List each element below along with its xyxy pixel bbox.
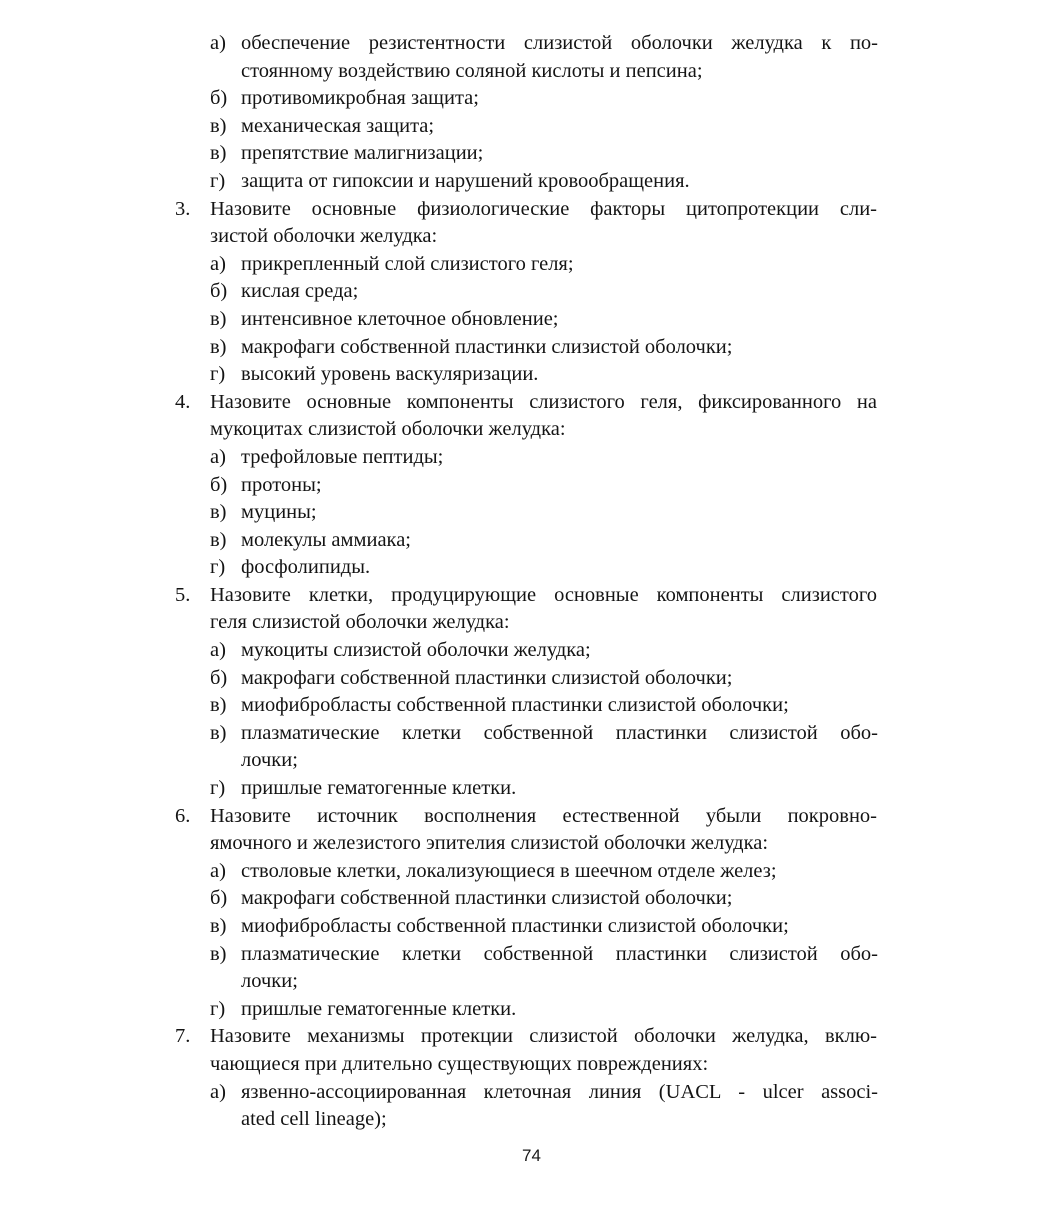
question-text: Назовите основные компоненты слизистого геля, фиксированного на xyxy=(210,390,877,413)
option-item xyxy=(0,527,1053,555)
question-text-continued: зистой оболочки желудка: xyxy=(210,225,438,248)
option-text: макрофаги собственной пластинки слизистой оболочки; xyxy=(241,887,733,910)
option-marker: в) xyxy=(210,694,227,717)
question-number: 3. xyxy=(175,197,191,220)
option-marker: а) xyxy=(210,252,226,275)
option-item xyxy=(0,361,1053,389)
option-text: муцины; xyxy=(241,501,317,524)
option-marker: б) xyxy=(210,280,228,303)
option-text: плазматические клетки собственной пластинки слизистой обо- xyxy=(241,942,878,965)
question-number: 5. xyxy=(175,583,191,606)
option-item xyxy=(0,665,1053,693)
option-item xyxy=(0,499,1053,527)
option-marker: б) xyxy=(210,473,228,496)
option-marker: в) xyxy=(210,335,227,358)
option-text-continued: лочки; xyxy=(241,970,298,993)
option-item xyxy=(0,858,1053,886)
option-item xyxy=(0,1079,1053,1134)
question-text: Назовите клетки, продуцирующие основные компоненты слизистого xyxy=(210,583,877,606)
option-text: фосфолипиды. xyxy=(241,556,371,579)
option-marker: б) xyxy=(210,666,228,689)
option-text: пришлые гематогенные клетки. xyxy=(241,777,517,800)
option-item xyxy=(0,85,1053,113)
question-block xyxy=(0,803,1053,1024)
option-list xyxy=(0,30,1053,196)
question-number: 4. xyxy=(175,390,191,413)
option-marker: в) xyxy=(210,501,227,524)
option-item xyxy=(0,885,1053,913)
option-item xyxy=(0,334,1053,362)
option-marker: б) xyxy=(210,87,228,110)
question-text-continued: ямочного и железистого эпителия слизистой оболочки желудка: xyxy=(210,832,769,855)
option-text: макрофаги собственной пластинки слизистой оболочки; xyxy=(241,335,733,358)
option-text: механическая защита; xyxy=(241,114,435,137)
option-item xyxy=(0,692,1053,720)
page-number: 74 xyxy=(522,1146,541,1165)
option-item xyxy=(0,996,1053,1024)
option-marker: г) xyxy=(210,363,226,386)
question-text: Назовите источник восполнения естественной убыли покровно- xyxy=(210,804,877,827)
option-line xyxy=(0,720,1053,748)
option-marker: г) xyxy=(210,777,226,800)
option-item xyxy=(0,775,1053,803)
option-item xyxy=(0,306,1053,334)
option-item xyxy=(0,637,1053,665)
option-item xyxy=(0,720,1053,775)
option-item xyxy=(0,554,1053,582)
option-text: миофибробласты собственной пластинки слизистой оболочки; xyxy=(241,915,789,937)
document-page xyxy=(0,30,1053,1134)
option-item xyxy=(0,278,1053,306)
question-text-continued: мукоцитах слизистой оболочки желудка: xyxy=(210,418,566,441)
option-marker: а) xyxy=(210,1080,226,1103)
option-item xyxy=(0,140,1053,168)
option-item xyxy=(0,444,1053,472)
option-marker: в) xyxy=(210,942,227,965)
option-text: миофибробласты собственной пластинки слизистой оболочки; xyxy=(241,694,789,717)
option-item xyxy=(0,113,1053,141)
option-item xyxy=(0,30,1053,85)
option-text: высокий уровень васкуляризации. xyxy=(241,363,539,386)
question-text: Назовите механизмы протекции слизистой оболочки желудка, вклю- xyxy=(210,1025,877,1048)
option-text-continued: стоянному воздействию соляной кислоты и пепсина; xyxy=(241,59,703,82)
option-marker: а) xyxy=(210,859,226,882)
option-text: интенсивное клеточное обновление; xyxy=(241,307,559,330)
option-item xyxy=(0,251,1053,279)
option-marker: в) xyxy=(210,915,227,937)
option-line xyxy=(0,1079,1053,1107)
option-marker: в) xyxy=(210,142,227,165)
option-text: противомикробная защита; xyxy=(241,87,479,110)
option-text: пришлые гематогенные клетки. xyxy=(241,997,517,1020)
question-line xyxy=(0,803,1053,831)
option-text: плазматические клетки собственной пластинки слизистой обо- xyxy=(241,721,878,744)
option-text: защита от гипоксии и нарушений кровообращения. xyxy=(241,169,690,192)
option-marker: а) xyxy=(210,445,226,468)
option-item xyxy=(0,168,1053,196)
option-text: язвенно-ассоциированная клеточная линия (UACL - ulcer associ- xyxy=(241,1080,878,1103)
option-line xyxy=(0,941,1053,969)
option-text: трефойловые пептиды; xyxy=(241,445,444,468)
option-marker: в) xyxy=(210,307,227,330)
question-block xyxy=(0,389,1053,582)
question-line xyxy=(0,582,1053,610)
option-text: кислая среда; xyxy=(241,280,359,303)
option-marker: в) xyxy=(210,721,227,744)
question-line xyxy=(0,1023,1053,1051)
question-block xyxy=(0,196,1053,389)
option-line xyxy=(0,30,1053,58)
option-marker: г) xyxy=(210,997,226,1020)
question-text: Назовите основные физиологические факторы цитопротекции сли- xyxy=(210,197,877,220)
option-marker: г) xyxy=(210,169,226,192)
option-text-continued: лочки; xyxy=(241,749,298,772)
option-text-continued: ated cell lineage); xyxy=(241,1108,387,1131)
question-block xyxy=(0,1023,1053,1133)
option-text: молекулы аммиака; xyxy=(241,528,411,551)
option-text: макрофаги собственной пластинки слизистой оболочки; xyxy=(241,666,733,689)
option-item xyxy=(0,913,1053,941)
question-block xyxy=(0,582,1053,803)
option-text: препятствие малигнизации; xyxy=(241,142,484,165)
option-text: прикрепленный слой слизистого геля; xyxy=(241,252,574,275)
question-text-continued: чающиеся при длительно существующих повреждениях: xyxy=(210,1052,709,1075)
option-item xyxy=(0,472,1053,500)
option-marker: в) xyxy=(210,528,227,551)
option-marker: г) xyxy=(210,556,226,579)
option-text: мукоциты слизистой оболочки желудка; xyxy=(241,639,591,662)
option-marker: а) xyxy=(210,639,226,662)
option-text: обеспечение резистентности слизистой оболочки желудка к по- xyxy=(241,32,878,54)
question-number: 6. xyxy=(175,804,191,827)
question-line xyxy=(0,389,1053,417)
question-line xyxy=(0,196,1053,224)
option-marker: а) xyxy=(210,32,226,54)
question-text-continued: геля слизистой оболочки желудка: xyxy=(210,611,510,634)
option-marker: б) xyxy=(210,887,228,910)
option-text: стволовые клетки, локализующиеся в шеечном отделе желез; xyxy=(241,859,777,882)
option-text: протоны; xyxy=(241,473,322,496)
option-item xyxy=(0,941,1053,996)
option-marker: в) xyxy=(210,114,227,137)
question-number: 7. xyxy=(175,1025,191,1048)
